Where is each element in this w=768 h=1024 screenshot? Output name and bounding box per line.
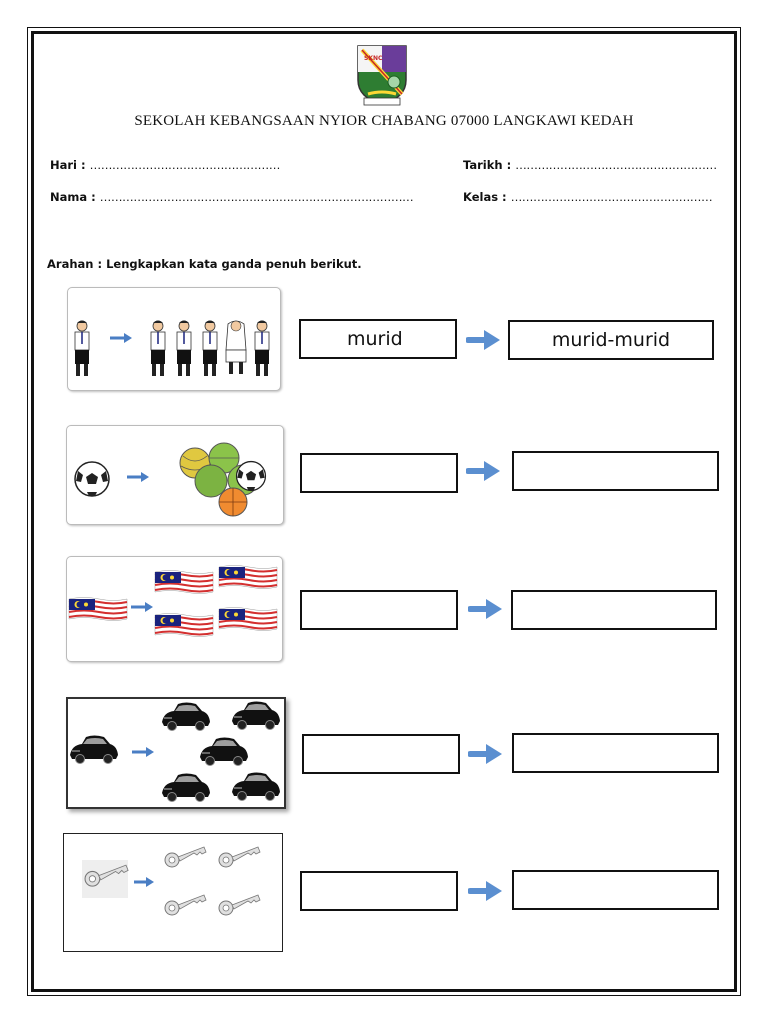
instruction: Arahan : Lengkapkan kata ganda penuh berikut.: [47, 257, 362, 271]
word-box-2[interactable]: [300, 453, 458, 493]
picture-panel-4: [66, 697, 286, 809]
picture-panel-5: [63, 833, 283, 952]
tarikh-field[interactable]: [463, 158, 717, 172]
hari-dots: ……………………………………………: [89, 158, 281, 172]
word-box-4[interactable]: [302, 734, 460, 774]
answer-box-3[interactable]: [511, 590, 717, 630]
tarikh-label: Tarikh :: [463, 158, 512, 172]
arrow-icon: [466, 327, 502, 353]
school-name: SEKOLAH KEBANGSAAN NYIOR CHABANG 07000 LANGKAWI KEDAH: [134, 113, 634, 129]
word-box-1[interactable]: murid: [299, 319, 457, 359]
svg-text:SKNC: SKNC: [364, 55, 383, 62]
balls-icon: [67, 426, 283, 524]
kelas-field[interactable]: [463, 190, 712, 204]
hari-field[interactable]: [50, 158, 280, 172]
answer-box-5[interactable]: [512, 870, 719, 910]
cars-icon: [68, 699, 284, 807]
word-box-5[interactable]: [300, 871, 458, 911]
arrow-icon: [468, 596, 504, 622]
nama-field[interactable]: [50, 190, 413, 204]
answer-box-4[interactable]: [512, 733, 719, 773]
arrow-icon: [468, 741, 504, 767]
answer-box-1[interactable]: murid-murid: [508, 320, 714, 360]
school-crest-icon: [354, 42, 410, 108]
picture-panel-2: [66, 425, 284, 525]
picture-panel-1: [67, 287, 281, 391]
hari-label: Hari :: [50, 158, 86, 172]
tarikh-dots: ………………………………………………: [515, 158, 717, 172]
students-icon: [68, 288, 280, 390]
nama-label: Nama :: [50, 190, 96, 204]
answer-box-2[interactable]: [512, 451, 719, 491]
picture-panel-3: [66, 556, 283, 662]
word-box-3[interactable]: [300, 590, 458, 630]
keys-icon: [64, 834, 282, 951]
flags-icon: [67, 557, 282, 661]
nama-dots: …………………………………………………………………………: [99, 190, 414, 204]
arrow-icon: [468, 878, 504, 904]
kelas-dots: ………………………………………………: [510, 190, 713, 204]
arrow-icon: [466, 458, 502, 484]
kelas-label: Kelas :: [463, 190, 507, 204]
